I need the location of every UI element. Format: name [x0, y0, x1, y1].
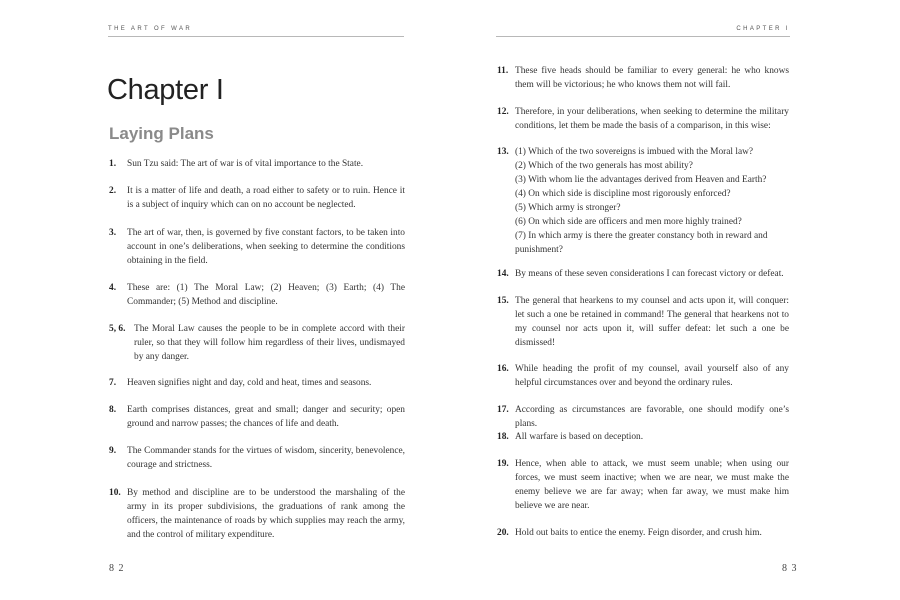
- paragraph-14: [497, 267, 789, 281]
- question-line: (3) With whom lie the advantages derived from Heaven and Earth?: [515, 175, 767, 185]
- paragraph-7: [109, 376, 405, 390]
- paragraph-number: 7.: [109, 378, 117, 388]
- paragraph-19: [497, 457, 789, 513]
- right-page: [450, 0, 900, 600]
- paragraph-2: [109, 184, 405, 212]
- paragraph-15: [497, 294, 789, 350]
- paragraph-number: 20.: [497, 528, 509, 538]
- paragraph-number: 8.: [109, 405, 117, 415]
- paragraph-text: Hence, when able to attack, we must seem unable; when using our forces, we must seem inactive; when we are near, we must make the enemy believe we are far away; when far away, we must make him believe we are near.: [515, 459, 789, 511]
- paragraph-number: 18.: [497, 432, 509, 442]
- header-rule-left: [108, 36, 404, 37]
- paragraph-13: [497, 145, 789, 257]
- paragraph-number: 1.: [109, 159, 117, 169]
- paragraph-text: Hold out baits to entice the enemy. Feign disorder, and crush him.: [515, 528, 762, 538]
- paragraph-text: The Moral Law causes the people to be in complete accord with their ruler, so that they will follow him regardless of their lives, undismayed by any danger.: [134, 324, 405, 362]
- paragraph-text: [497, 145, 789, 257]
- paragraph-11: [497, 64, 789, 92]
- paragraph-number: 15.: [497, 296, 509, 306]
- paragraph-number: 10.: [109, 488, 121, 498]
- question-line: (7) In which army is there the greater constancy both in reward and punishment?: [515, 231, 768, 255]
- paragraph-number: 17.: [497, 405, 509, 415]
- section-title: Laying Plans: [109, 124, 214, 143]
- paragraph-number: 19.: [497, 459, 509, 469]
- paragraph-3: [109, 226, 405, 268]
- paragraph-text: The Commander stands for the virtues of wisdom, sincerity, benevolence, courage and strictness.: [127, 446, 405, 470]
- paragraph-text: It is a matter of life and death, a road either to safety or to ruin. Hence it is a subject of inquiry which can on no account be neglected.: [127, 186, 405, 210]
- paragraph-number: 3.: [109, 228, 117, 238]
- paragraph-number: 14.: [497, 269, 509, 279]
- paragraph-4: [109, 281, 405, 309]
- paragraph-text: Sun Tzu said: The art of war is of vital importance to the State.: [127, 159, 364, 169]
- paragraph-number: 2.: [109, 186, 117, 196]
- paragraph-9: [109, 444, 405, 472]
- paragraph-number: 5, 6.: [109, 324, 126, 334]
- paragraph-text: Earth comprises distances, great and small; danger and security; open ground and narrow passes; the chances of life and death.: [127, 405, 405, 429]
- paragraph-text: These five heads should be familiar to every general: he who knows them will be victorious; he who knows them not will fail.: [515, 66, 789, 90]
- paragraph-number: 11.: [497, 66, 509, 76]
- paragraph-text: According as circumstances are favorable, one should modify one’s plans.: [515, 405, 789, 429]
- paragraph-18: [497, 430, 789, 444]
- paragraph-text: These are: (1) The Moral Law; (2) Heaven; (3) Earth; (4) The Commander; (5) Method and discipline.: [127, 283, 405, 307]
- paragraph-text: The art of war, then, is governed by five constant factors, to be taken into account in one’s deliberations, when seeking to determine the conditions obtaining in the field.: [127, 228, 405, 266]
- paragraph-8: [109, 403, 405, 431]
- paragraph-5-6: [109, 322, 405, 364]
- paragraph-text: All warfare is based on deception.: [515, 432, 644, 442]
- page-number-left: 8 2: [109, 563, 125, 574]
- question-line: (1) Which of the two sovereigns is imbued with the Moral law?: [515, 147, 754, 157]
- paragraph-16: [497, 362, 789, 390]
- question-line: (5) Which army is stronger?: [515, 203, 621, 213]
- paragraph-12: [497, 105, 789, 133]
- paragraph-number: 13.: [497, 147, 509, 157]
- question-line: (2) Which of the two generals has most ability?: [515, 161, 693, 171]
- paragraph-10: [109, 486, 405, 542]
- question-line: (4) On which side is discipline most rigorously enforced?: [515, 189, 731, 199]
- chapter-title: Chapter I: [107, 74, 224, 106]
- paragraph-1: [109, 157, 405, 171]
- paragraph-number: 16.: [497, 364, 509, 374]
- paragraph-text: Therefore, in your deliberations, when seeking to determine the military conditions, let them be made the basis of a comparison, in this wise:: [515, 107, 789, 131]
- paragraph-text: The general that hearkens to my counsel and acts upon it, will conquer: let such a one be retained in command! The general that hearkens not to my counsel nor acts upon it, will suffer defeat: let such a one be dismissed!: [515, 296, 789, 348]
- paragraph-20: [497, 526, 789, 540]
- paragraph-number: 9.: [109, 446, 117, 456]
- page-number-right: 8 3: [782, 563, 798, 574]
- paragraph-17: [497, 403, 789, 431]
- header-rule-right: [496, 36, 790, 37]
- running-head-right: CHAPTER I: [736, 26, 790, 32]
- paragraph-number: 4.: [109, 283, 117, 293]
- paragraph-number: 12.: [497, 107, 509, 117]
- paragraph-text: By method and discipline are to be understood the marshaling of the army in its proper subdivisions, the graduations of rank among the officers, the maintenance of roads by which supplies may reach the army, and the control of military expenditure.: [127, 488, 405, 540]
- running-head-left: THE ART OF WAR: [108, 26, 193, 32]
- paragraph-text: By means of these seven considerations I can forecast victory or defeat.: [515, 269, 784, 279]
- question-line: (6) On which side are officers and men more highly trained?: [515, 217, 742, 227]
- paragraph-text: While heading the profit of my counsel, avail yourself also of any helpful circumstances over and beyond the ordinary rules.: [515, 364, 789, 388]
- paragraph-text: Heaven signifies night and day, cold and heat, times and seasons.: [127, 378, 372, 388]
